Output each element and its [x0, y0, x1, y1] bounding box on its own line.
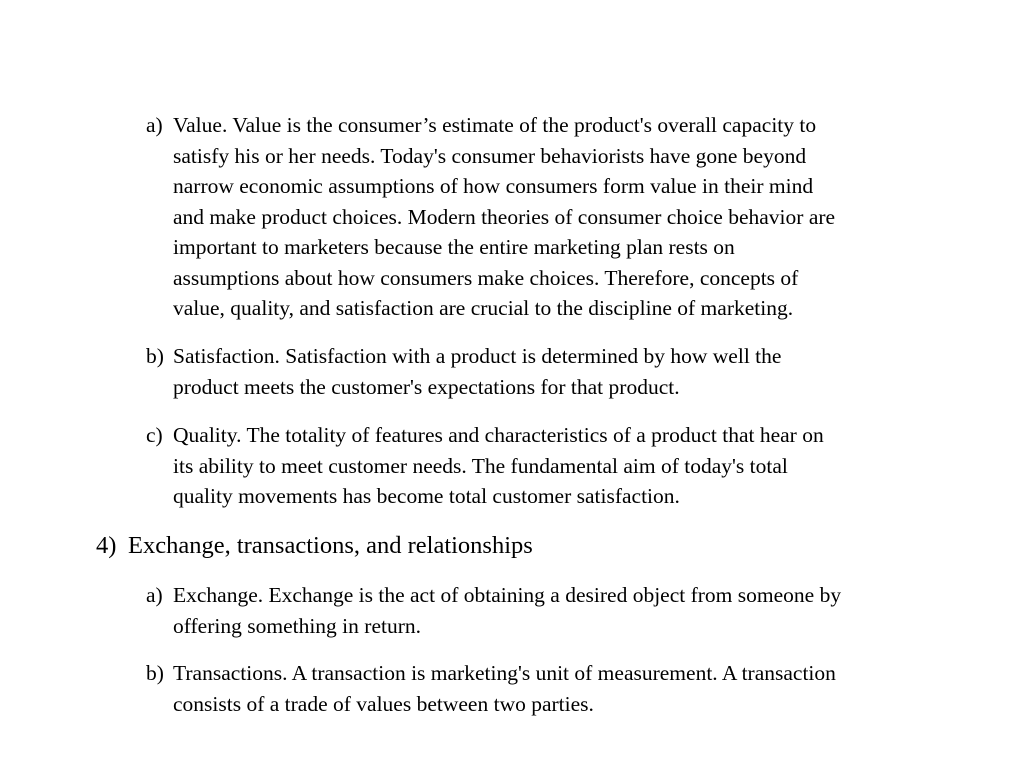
list-item-satisfaction	[146, 341, 986, 402]
list-marker: a)	[146, 583, 163, 607]
section-heading-exchange	[96, 530, 976, 562]
list-item-value	[146, 110, 986, 324]
list-marker: 4)	[96, 532, 117, 559]
list-marker: c)	[146, 423, 163, 447]
list-item-text: Transactions. A transaction is marketing's unit of measurement. A transaction consists of a trade of values between two parties.	[173, 661, 836, 716]
list-marker: b)	[146, 661, 164, 685]
list-marker: b)	[146, 344, 164, 368]
list-item-text: Satisfaction. Satisfaction with a product is determined by how well the product meets the customer's expectations for that product.	[173, 344, 782, 399]
list-item-exchange	[146, 580, 986, 641]
list-item-text: Quality. The totality of features and characteristics of a product that hear on its ability to meet customer needs. The fundamental aim of today's total quality movements has become total customer satisfaction.	[173, 423, 824, 508]
list-marker: a)	[146, 113, 163, 137]
list-item-text: Value. Value is the consumer’s estimate of the product's overall capacity to satisfy his or her needs. Today's consumer behaviorists have gone beyond narrow economic assumptions of how consumers form value in their mind and make product choices. Modern theories of consumer choice behavior are important to marketers because the entire marketing plan rests on assumptions about how consumers make choices. Therefore, concepts of value, quality, and satisfaction are crucial to the discipline of marketing.	[173, 113, 836, 320]
list-item-quality	[146, 420, 986, 512]
list-item-text: Exchange. Exchange is the act of obtaining a desired object from someone by offering something in return.	[173, 583, 842, 638]
section-heading-text: Exchange, transactions, and relationships	[128, 532, 533, 559]
list-item-transactions	[146, 658, 986, 719]
